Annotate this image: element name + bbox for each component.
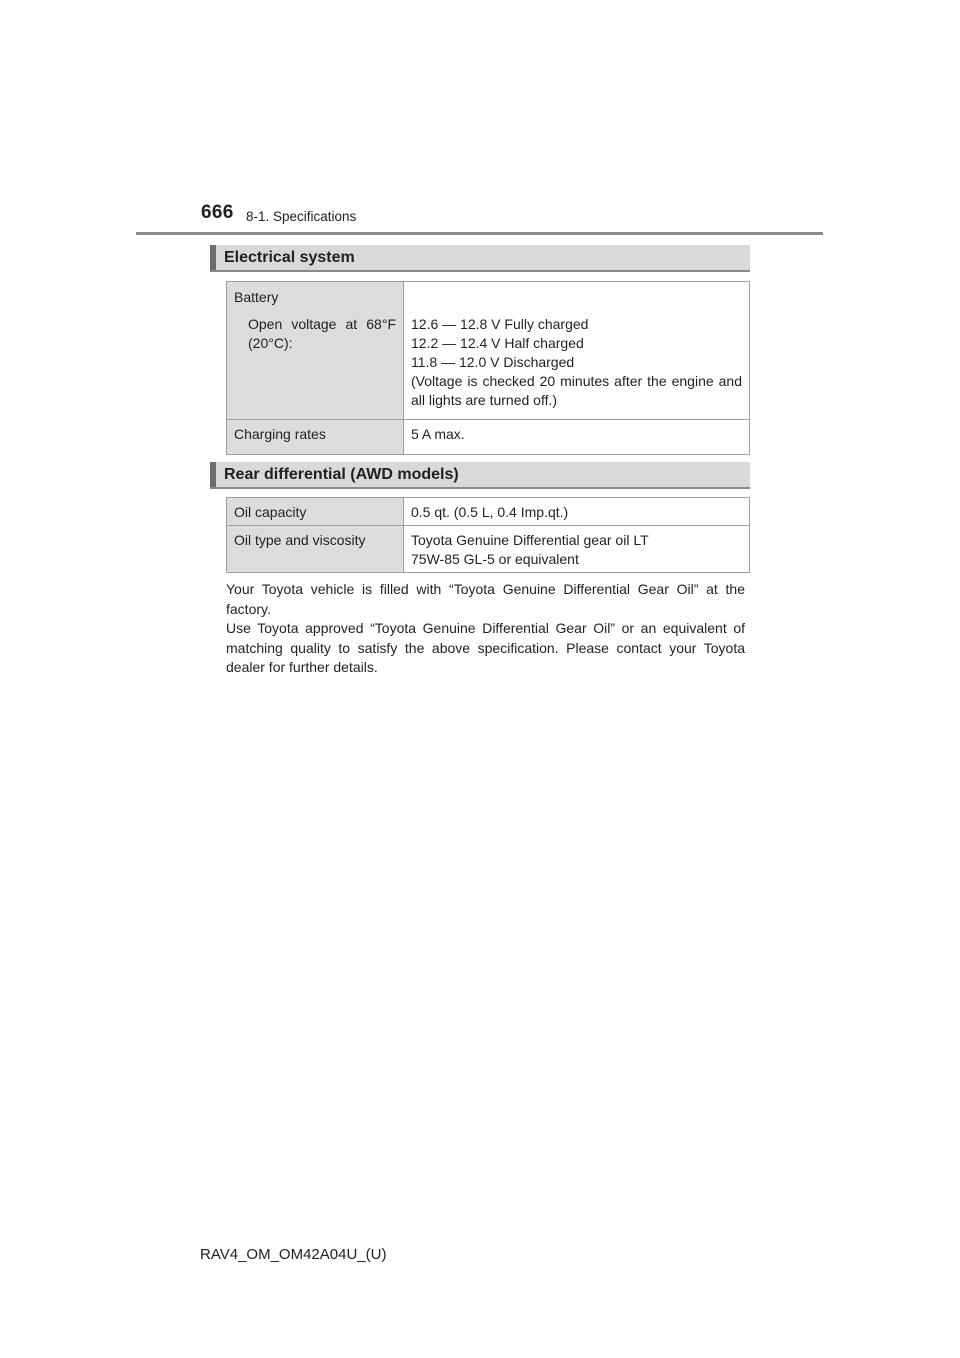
voltage-discharged: 11.8 — 12.0 V Discharged (411, 354, 575, 370)
heading-bar (210, 462, 216, 487)
electrical-system-title: Electrical system (224, 249, 355, 266)
charging-rates-value: 5 A max. (404, 420, 750, 455)
voltage-note: (Voltage is checked 20 minutes after the engine and all lights are turned off.) (411, 373, 742, 408)
oil-type-line: Toyota Genuine Differential gear oil LT (411, 532, 649, 548)
table-row (227, 420, 750, 455)
rear-differential-table (226, 497, 750, 573)
rear-differential-heading (210, 462, 750, 489)
oil-type-line: 75W-85 GL-5 or equivalent (411, 551, 579, 567)
factory-fill-paragraph: Your Toyota vehicle is filled with “Toyota Genuine Differential Gear Oil” at the factory. (226, 581, 745, 617)
body-text (226, 580, 745, 678)
electrical-system-heading (210, 245, 750, 272)
table-row (227, 526, 750, 573)
heading-bar (210, 245, 216, 270)
battery-label: Battery (234, 289, 279, 305)
page-number: 666 (201, 202, 234, 223)
oil-type-value (404, 526, 750, 573)
table-row (227, 282, 750, 420)
oil-capacity-value: 0.5 qt. (0.5 L, 0.4 Imp.qt.) (404, 498, 750, 526)
header-divider (136, 232, 823, 235)
chapter-title: 8-1. Specifications (246, 209, 357, 224)
document-code: RAV4_OM_OM42A04U_(U) (200, 1246, 387, 1263)
oil-type-label: Oil type and viscosity (227, 526, 404, 573)
voltage-fully-charged: 12.6 — 12.8 V Fully charged (411, 316, 589, 332)
open-voltage-label: Open voltage at 68°F (20°C): (248, 316, 396, 351)
rear-differential-title: Rear differential (AWD models) (224, 466, 459, 483)
battery-voltage-cell (404, 282, 750, 420)
battery-label-cell (227, 282, 404, 420)
oil-capacity-label: Oil capacity (227, 498, 404, 526)
charging-rates-label: Charging rates (227, 420, 404, 455)
table-row (227, 498, 750, 526)
voltage-half-charged: 12.2 — 12.4 V Half charged (411, 335, 584, 351)
equivalent-oil-paragraph: Use Toyota approved “Toyota Genuine Differential Gear Oil” or an equivalent of matching quality to satisfy the above specification. Please contact your Toyota dealer for further details. (226, 620, 745, 675)
electrical-spec-table (226, 281, 750, 455)
